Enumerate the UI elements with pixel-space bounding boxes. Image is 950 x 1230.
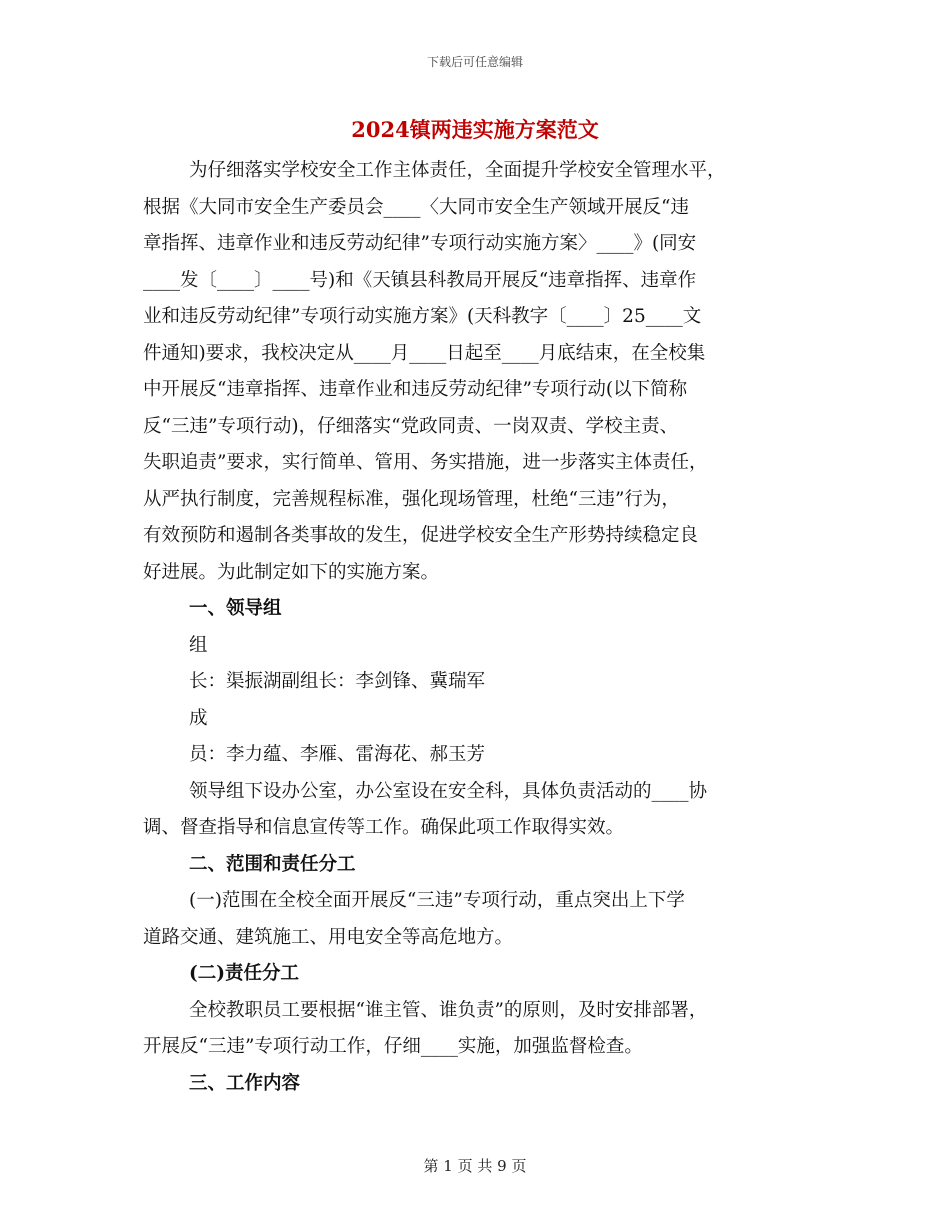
- document-title: 2024镇两违实施方案范文: [351, 117, 599, 142]
- text-line: 员：李力蕴、李雁、雷海花、郝玉芳: [189, 744, 486, 765]
- section-heading-scope: 二、范围和责任分工: [189, 853, 356, 875]
- text-line: 长：渠振湖副组长：李剑锋、冀瑞军: [189, 671, 486, 692]
- text-line: 开展反“三违”专项行动工作，仔细____实施，加强监督检查。: [143, 1036, 643, 1057]
- text-line: (一)范围在全校全面开展反“三违”专项行动，重点突出上下学: [189, 890, 685, 911]
- text-line: 失职追责”要求，实行简单、管用、务实措施，进一步落实主体责任，: [143, 452, 708, 473]
- text-line: 组: [189, 634, 208, 656]
- text-line: 反“三违”专项行动)，仔细落实“党政同责、一岗双责、学校主责、: [143, 415, 679, 437]
- text-line: 章指挥、违章作业和违反劳动纪律”专项行动实施方案〉____》(同安: [143, 233, 697, 254]
- text-line: 业和违反劳动纪律”专项行动实施方案》(天科教字〔____〕25____文: [143, 306, 702, 327]
- text-line: 有效预防和遏制各类事故的发生，促进学校安全生产形势持续稳定良: [143, 525, 699, 546]
- text-line: 为仔细落实学校安全工作主体责任，全面提升学校安全管理水平，: [189, 160, 726, 181]
- page-footer: 第 1 页 共 9 页: [423, 1157, 527, 1175]
- section-heading-leadership: 一、领导组: [189, 598, 282, 619]
- intro-paragraph: [143, 153, 800, 591]
- page-header: 下载后可任意编辑: [426, 55, 523, 69]
- text-line: 道路交通、建筑施工、用电安全等高危地方。: [143, 926, 514, 948]
- text-line: ____发〔____〕____号)和《天镇县科教局开展反“违章指挥、违章作: [143, 269, 697, 291]
- text-line: 全校教职员工要根据“谁主管、谁负责”的原则，及时安排部署，: [189, 999, 708, 1021]
- text-line: 件通知)要求，我校决定从____月____日起至____月底结束，在全校集: [143, 342, 706, 364]
- text-line: 根据《大同市安全生产委员会____〈大同市安全生产领域开展反“违: [143, 196, 689, 218]
- text-line: 领导组下设办公室，办公室设在安全科，具体负责活动的____协: [189, 780, 708, 802]
- text-line: 从严执行制度，完善规程标准，强化现场管理，杜绝“三违”行为，: [143, 488, 680, 510]
- section-heading-work-content: 三、工作内容: [189, 1072, 301, 1094]
- text-line: 成: [189, 707, 208, 729]
- text-line: 调、督查指导和信息宣传等工作。确保此项工作取得实效。: [143, 817, 625, 838]
- text-line: 中开展反“违章指挥、违章作业和违反劳动纪律”专项行动(以下简称: [143, 379, 688, 400]
- subsection-heading-duty: (二)责任分工: [189, 963, 300, 984]
- document-body: [143, 153, 800, 1102]
- text-line: 好进展。为此制定如下的实施方案。: [143, 561, 440, 583]
